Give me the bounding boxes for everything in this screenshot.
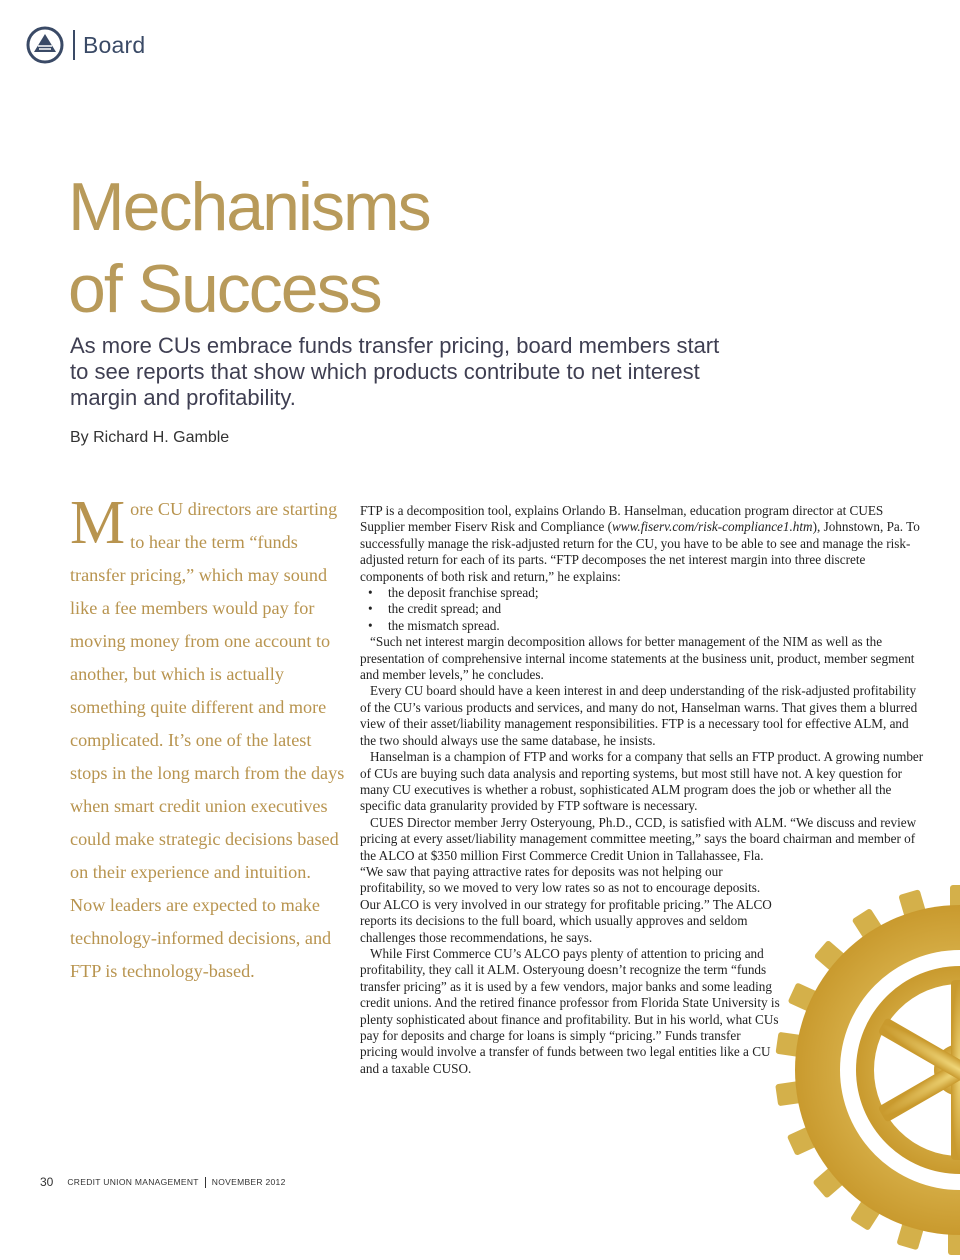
body-paragraph-1: FTP is a decomposition tool, explains Orlando B. Hanselman, education program director at CUES Supplier member Fiserv Risk and Compliance (www.fiserv.com/risk-compliance1.htm), Johnstown, Pa. To successfully manage the risk-adjusted return for the CU, you have to be able to see and manage the risk-adjusted return for each of its parts. “FTP decomposes the net interest margin into three discrete components of both risk and return,” he explains: [360,503,920,584]
page-number: 30 [40,1175,54,1189]
article-title-line-1: Mechanisms [68,169,430,245]
body-paragraph-2: “Such net interest margin decomposition allows for better management of the NIM as well as the presentation of comprehensive internal income statements at the business unit, product, member segment and member levels,” he concludes. [360,634,915,683]
byline: By Richard H. Gamble [70,429,230,446]
gear-wheel-icon [770,880,960,1260]
publication-name: CREDIT UNION MANAGEMENT [67,1177,199,1187]
body-paragraph-5b: “We saw that paying attractive rates for deposits was not helping our profitability, so we moved to very low rates so as not to encourage deposits. Our ALCO is very involved in our strategy for profitable pricing.” The ALCO reports its decisions to the full board, which usually approves and seldom challenges those recommendations, he says. [360,863,772,945]
lead-pullquote [70,489,348,988]
issue-date: NOVEMBER 2012 [211,1177,286,1187]
fiserv-link[interactable]: www.fiserv.com/risk-compliance1.htm [612,519,813,535]
body-paragraph-6: While First Commerce CU’s ALCO pays plenty of attention to pricing and profitability, they call it ALM. Osteryoung doesn’t recognize the term “funds transfer pricing” as it is used by a few vendors, major banks and some leading credit unions. And the retired finance professor from Florida State University is plenty sophisticated about finance and profitability. But in his world, what CUs pay for deposits and charge for loans is simply “pricing.” Funds transfer pricing would involve a transfer of funds between two legal entities like a CU and a taxable CUSO. [360,945,780,1076]
list-item: • the deposit franchise spread; [360,585,925,601]
drop-cap: M [70,489,126,557]
article-subtitle: As more CUs embrace funds transfer pricing, board members start to see reports that show which products contribute to net interest margin and profitability. [70,333,720,410]
cues-logo-icon [26,26,64,64]
list-item: • the credit spread; and [360,601,925,617]
body-paragraph-4: Hanselman is a champion of FTP and works for a company that sells an FTP product. A growing number of CUs are buying such data analysis and reporting systems, but most still have not. A key question for many CU executives is whether a robust, sophisticated ALM program does the job or whether all the specific data granularity provided by FTP software is necessary. [360,749,924,814]
lead-pullquote-text: ore CU directors are starting to hear the term “funds transfer pricing,” which may sound like a fee members would pay for moving money from one account to another, but which is actually something quite different and more complicated. It’s one of the latest stops in the long march from the days when smart credit union executives could make strategic decisions based on their experience and intuition. Now leaders are expected to make technology-informed decisions, and FTP is technology-based. [70,499,345,981]
article-title [68,166,430,330]
body-paragraph-5a: CUES Director member Jerry Osteryoung, Ph.D., CCD, is satisfied with ALM. “We discuss and review pricing at every asset/liability management committee meeting,” says the board chairman and member of the ALCO at $350 million First Commerce Credit Union in Tallahassee, Fla. [360,814,917,863]
page-footer [40,1175,286,1189]
body-paragraph-3: Every CU board should have a keen interest in and deep understanding of the risk-adjusted profitability of the CU’s various products and services, and many do not, Hanselman warns. That gives them a blurred view of their asset/liability management responsibilities. FTP is a necessary tool for effective ALM, and the two should always use the same database, he insists. [360,683,918,748]
footer-divider [205,1177,206,1188]
spread-list [360,585,925,634]
article-title-line-2: of Success [68,251,381,327]
list-item: • the mismatch spread. [360,618,925,634]
section-label: Board [83,31,146,58]
header-divider [73,30,75,60]
page-header [26,26,145,64]
